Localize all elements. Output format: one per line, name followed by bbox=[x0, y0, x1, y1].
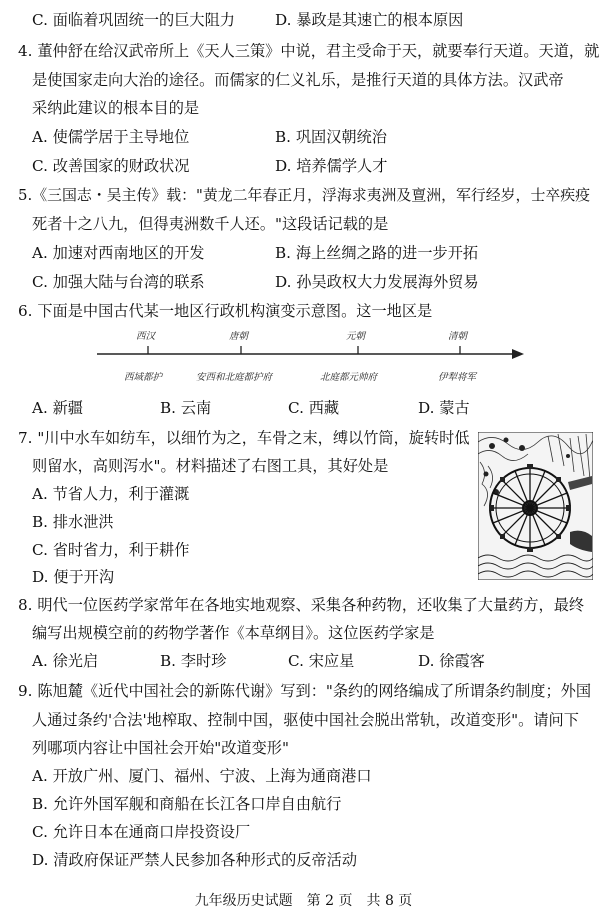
page-footer: 九年级历史试题 第 2 页 共 8 页 bbox=[194, 893, 413, 909]
timeline-label-top: 唐朝 bbox=[229, 331, 249, 342]
q4-stem-line-2: 是使国家走向大治的途径。而儒家的仁义礼乐，是推行天道的具体方法。汉武帝 bbox=[32, 71, 564, 89]
q9-option-b: B. 允许外国军舰和商船在长江各口岸自由航行 bbox=[32, 795, 342, 813]
q7-option-b: B. 排水泄洪 bbox=[32, 513, 114, 531]
water-wheel-image bbox=[478, 432, 593, 580]
q6-option-d: D. 蒙古 bbox=[418, 399, 470, 417]
q8-option-a: A. 徐光启 bbox=[32, 652, 99, 670]
q7-stem-line-2: 则留水，高则泻水"。材料描述了右图工具，其好处是 bbox=[32, 457, 389, 475]
q5-option-c: C. 加强大陆与台湾的联系 bbox=[32, 273, 205, 291]
timeline-label-bottom: 西域都护 bbox=[124, 372, 163, 383]
q8-option-b: B. 李时珍 bbox=[160, 652, 227, 670]
q9-stem-line-3: 列哪项内容让中国社会开始"改道变形" bbox=[32, 739, 289, 757]
q7-option-c: C. 省时省力，利于耕作 bbox=[32, 541, 190, 559]
q8-option-d: D. 徐霞客 bbox=[418, 652, 485, 670]
timeline-label-bottom: 伊犁将军 bbox=[438, 372, 477, 383]
q4-stem-line-3: 采纳此建议的根本目的是 bbox=[32, 99, 200, 117]
q8-stem-line-2: 编写出规模空前的药物学著作《本草纲目》。这位医药学家是 bbox=[32, 624, 435, 642]
q5-option-a: A. 加速对西南地区的开发 bbox=[32, 244, 205, 262]
q9-option-c: C. 允许日本在通商口岸投资设厂 bbox=[32, 823, 251, 841]
q5-option-b: B. 海上丝绸之路的进一步开拓 bbox=[275, 244, 479, 262]
q4-stem-line-1: 4. 董仲舒在给汉武帝所上《天人三策》中说，君主受命于天，就要奉行天道。天道，就 bbox=[18, 42, 600, 60]
q3-option-d: D. 暴政是其速亡的根本原因 bbox=[275, 11, 464, 29]
q6-stem: 6. 下面是中国古代某一地区行政机构演变示意图。这一地区是 bbox=[18, 302, 433, 320]
q4-option-b: B. 巩固汉朝统治 bbox=[275, 128, 387, 146]
q9-stem-line-2: 人通过条约'合法'地榨取、控制中国，驱使中国社会脱出常轨，改道变形"。请问下 bbox=[32, 711, 579, 729]
q6-option-b: B. 云南 bbox=[160, 399, 212, 417]
timeline-label-bottom: 安西和北庭都护府 bbox=[196, 372, 273, 383]
q9-option-a: A. 开放广州、厦门、福州、宁波、上海为通商港口 bbox=[32, 767, 372, 785]
q8-stem-line-1: 8. 明代一位医药学家常年在各地实地观察、采集各种药物，还收集了大量药方，最终 bbox=[18, 596, 585, 614]
q7-option-a: A. 节省人力，利于灌溉 bbox=[32, 485, 190, 503]
timeline-label-top: 西汉 bbox=[136, 331, 156, 342]
water-wheel-illustration bbox=[478, 432, 593, 580]
q4-option-a: A. 使儒学居于主导地位 bbox=[32, 128, 190, 146]
q8-option-c: C. 宋应星 bbox=[288, 652, 355, 670]
q5-stem-line-2: 死者十之八九，但得夷洲数千人还。"这段话记载的是 bbox=[32, 215, 389, 233]
timeline-svg bbox=[0, 322, 607, 392]
q4-option-d: D. 培养儒学人才 bbox=[275, 157, 388, 175]
q6-option-a: A. 新疆 bbox=[32, 399, 83, 417]
q7-option-d: D. 便于开沟 bbox=[32, 568, 115, 586]
q9-option-d: D. 清政府保证严禁人民参加各种形式的反帝活动 bbox=[32, 851, 358, 869]
q4-option-c: C. 改善国家的财政状况 bbox=[32, 157, 190, 175]
timeline-label-bottom: 北庭都元帅府 bbox=[320, 372, 378, 383]
timeline-arrow-icon bbox=[512, 349, 524, 359]
q5-option-d: D. 孙吴政权大力发展海外贸易 bbox=[275, 273, 479, 291]
q6-option-c: C. 西藏 bbox=[288, 399, 340, 417]
q3-option-c: C. 面临着巩固统一的巨大阻力 bbox=[32, 11, 235, 29]
q9-stem-line-1: 9. 陈旭麓《近代中国社会的新陈代谢》写到："条约的网络编成了所谓条约制度；外国 bbox=[18, 682, 592, 700]
q7-stem-line-1: 7. "川中水车如纺车，以细竹为之，车骨之末，缚以竹筒，旋转时低 bbox=[18, 429, 470, 447]
timeline-label-top: 清朝 bbox=[448, 331, 468, 342]
q6-timeline-diagram bbox=[0, 322, 607, 392]
q5-stem-line-1: 5.《三国志・吴主传》载："黄龙二年春正月，浮海求夷洲及亶洲，军行经岁，士卒疾疫 bbox=[18, 186, 591, 204]
timeline-label-top: 元朝 bbox=[346, 331, 366, 342]
